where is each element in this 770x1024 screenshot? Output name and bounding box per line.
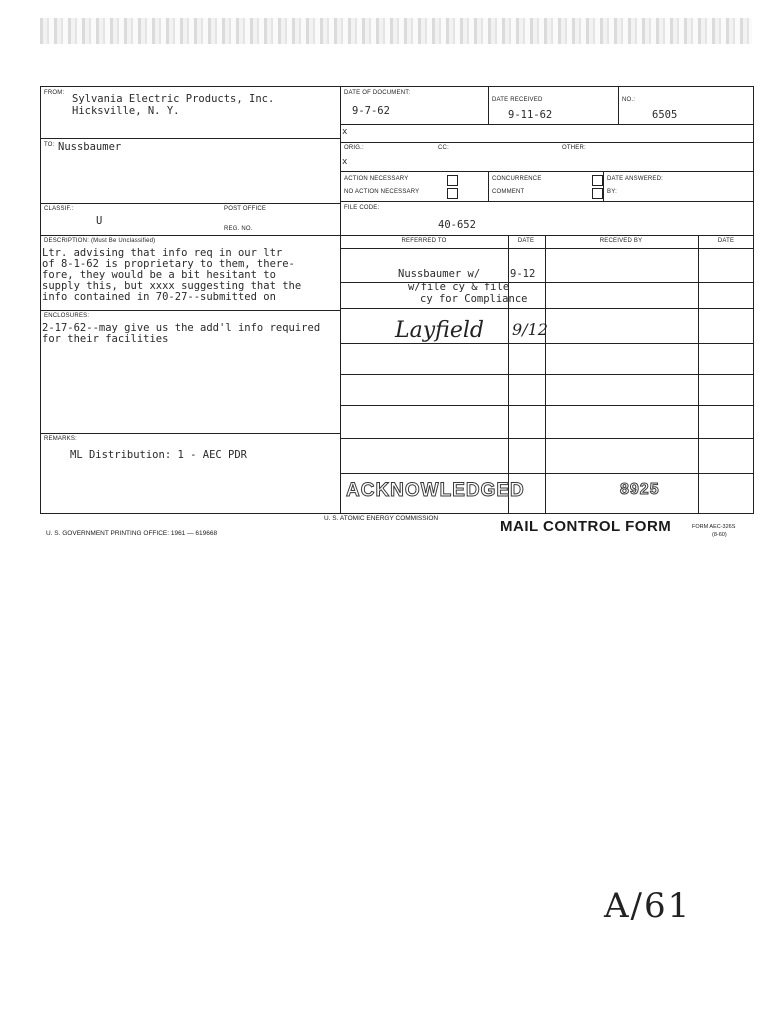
concurrence-checkbox[interactable] bbox=[592, 175, 603, 186]
description-line: Ltr. advising that info req in our ltr bbox=[42, 247, 283, 259]
rule bbox=[40, 235, 340, 236]
reg-no-label: REG. NO. bbox=[224, 226, 253, 232]
concurrence-label: CONCURRENCE bbox=[492, 176, 542, 182]
other-label: OTHER: bbox=[562, 145, 586, 151]
date-of-document-value: 9-7-62 bbox=[352, 105, 390, 117]
rule bbox=[545, 235, 546, 513]
referred-to-header: REFERRED TO bbox=[401, 238, 447, 244]
date-answered-label: DATE ANSWERED: bbox=[607, 176, 664, 182]
rule bbox=[40, 138, 340, 139]
classif-label: CLASSIF.: bbox=[44, 206, 74, 212]
from-line1: Sylvania Electric Products, Inc. bbox=[72, 93, 275, 105]
form-number: FORM AEC-326S bbox=[692, 524, 736, 530]
no-label: NO.: bbox=[622, 97, 636, 103]
received-by-header: RECEIVED BY bbox=[599, 238, 643, 244]
date2-header: DATE bbox=[717, 238, 735, 244]
from-label: FROM: bbox=[44, 90, 65, 96]
rule bbox=[40, 513, 754, 514]
action-necessary-label: ACTION NECESSARY bbox=[344, 176, 409, 182]
rule bbox=[40, 433, 340, 434]
by-label: BY: bbox=[607, 189, 617, 195]
date-of-document-label: DATE OF DOCUMENT: bbox=[344, 90, 411, 96]
rule bbox=[340, 282, 754, 283]
acknowledged-stamp: ACKNOWLEDGED bbox=[346, 480, 525, 501]
routing-check-mark: x bbox=[342, 157, 348, 167]
referred-to-line3: cy for Compliance bbox=[420, 293, 528, 305]
rule bbox=[40, 86, 340, 87]
action-necessary-checkbox[interactable] bbox=[447, 175, 458, 186]
comment-label: COMMENT bbox=[492, 189, 525, 195]
orig-check-mark: x bbox=[342, 127, 348, 137]
referred-to-line2: w/file cy & file bbox=[408, 281, 510, 293]
rule bbox=[40, 310, 340, 311]
rule bbox=[40, 203, 340, 204]
rule bbox=[340, 235, 754, 236]
rule bbox=[340, 438, 754, 439]
date-received-value: 9-11-62 bbox=[508, 109, 553, 121]
rule bbox=[340, 201, 754, 202]
date-received-label: DATE RECEIVED bbox=[492, 97, 543, 103]
rule bbox=[508, 235, 509, 513]
cc-label: CC: bbox=[438, 145, 449, 151]
no-action-necessary-checkbox[interactable] bbox=[447, 188, 458, 199]
enclosures-line: for their facilities bbox=[42, 333, 169, 345]
form-title: MAIL CONTROL FORM bbox=[500, 518, 672, 535]
classif-value: U bbox=[96, 215, 103, 227]
description-line: of 8-1-62 is proprietary to them, there- bbox=[42, 258, 295, 270]
to-value: Nussbaumer bbox=[58, 141, 122, 153]
description-line: info contained in 70-27--submitted on bbox=[42, 291, 276, 303]
agency-footer: U. S. ATOMIC ENERGY COMMISSION bbox=[324, 515, 439, 522]
referred-to-name: Nussbaumer w/ bbox=[398, 268, 481, 280]
post-office-label: POST OFFICE bbox=[224, 206, 267, 212]
file-code-label: FILE CODE: bbox=[344, 205, 380, 211]
rule bbox=[753, 86, 754, 513]
rule bbox=[618, 86, 619, 124]
to-label: TO: bbox=[44, 142, 55, 148]
rule bbox=[340, 248, 754, 249]
rule bbox=[40, 86, 41, 513]
enclosures-line: 2-17-62--may give us the add'l info required bbox=[42, 322, 321, 334]
no-action-necessary-label: NO ACTION NECESSARY bbox=[344, 189, 420, 195]
rule bbox=[340, 343, 754, 344]
remarks-label: REMARKS: bbox=[44, 436, 77, 442]
file-code-value: 40-652 bbox=[438, 219, 476, 231]
stamp-number: 8925 bbox=[620, 481, 660, 498]
orig-label: ORIG.: bbox=[344, 145, 364, 151]
description-label: DESCRIPTION: (Must Be Unclassified) bbox=[44, 238, 156, 244]
referred-date: 9-12 bbox=[510, 268, 536, 280]
handwritten-date: 9/12 bbox=[512, 320, 548, 339]
rule bbox=[340, 86, 341, 513]
comment-checkbox[interactable] bbox=[592, 188, 603, 199]
rule bbox=[340, 374, 754, 375]
rule bbox=[340, 308, 754, 309]
rule bbox=[340, 142, 754, 143]
rule bbox=[340, 405, 754, 406]
rule bbox=[340, 124, 754, 125]
rule bbox=[340, 86, 754, 87]
no-value: 6505 bbox=[652, 109, 678, 121]
description-line: supply this, but xxxx suggesting that the bbox=[42, 280, 302, 292]
scan-noise-top bbox=[40, 18, 752, 44]
rule bbox=[488, 171, 489, 201]
handwritten-signature: Layfield bbox=[395, 318, 484, 343]
rule bbox=[698, 235, 699, 513]
rule bbox=[340, 473, 754, 474]
page-mark: A/61 bbox=[604, 886, 692, 926]
gpo-footer: U. S. GOVERNMENT PRINTING OFFICE: 1961 — 619668 bbox=[46, 530, 218, 537]
date-header: DATE bbox=[517, 238, 535, 244]
enclosures-label: ENCLOSURES: bbox=[44, 313, 90, 319]
remarks-value: ML Distribution: 1 - AEC PDR bbox=[70, 449, 248, 461]
rule bbox=[603, 171, 604, 201]
rule bbox=[340, 171, 754, 172]
description-line: fore, they would be a bit hesitant to bbox=[42, 269, 276, 281]
form-revision: (8-60) bbox=[712, 532, 727, 538]
from-line2: Hicksville, N. Y. bbox=[72, 105, 180, 117]
rule bbox=[488, 86, 489, 124]
